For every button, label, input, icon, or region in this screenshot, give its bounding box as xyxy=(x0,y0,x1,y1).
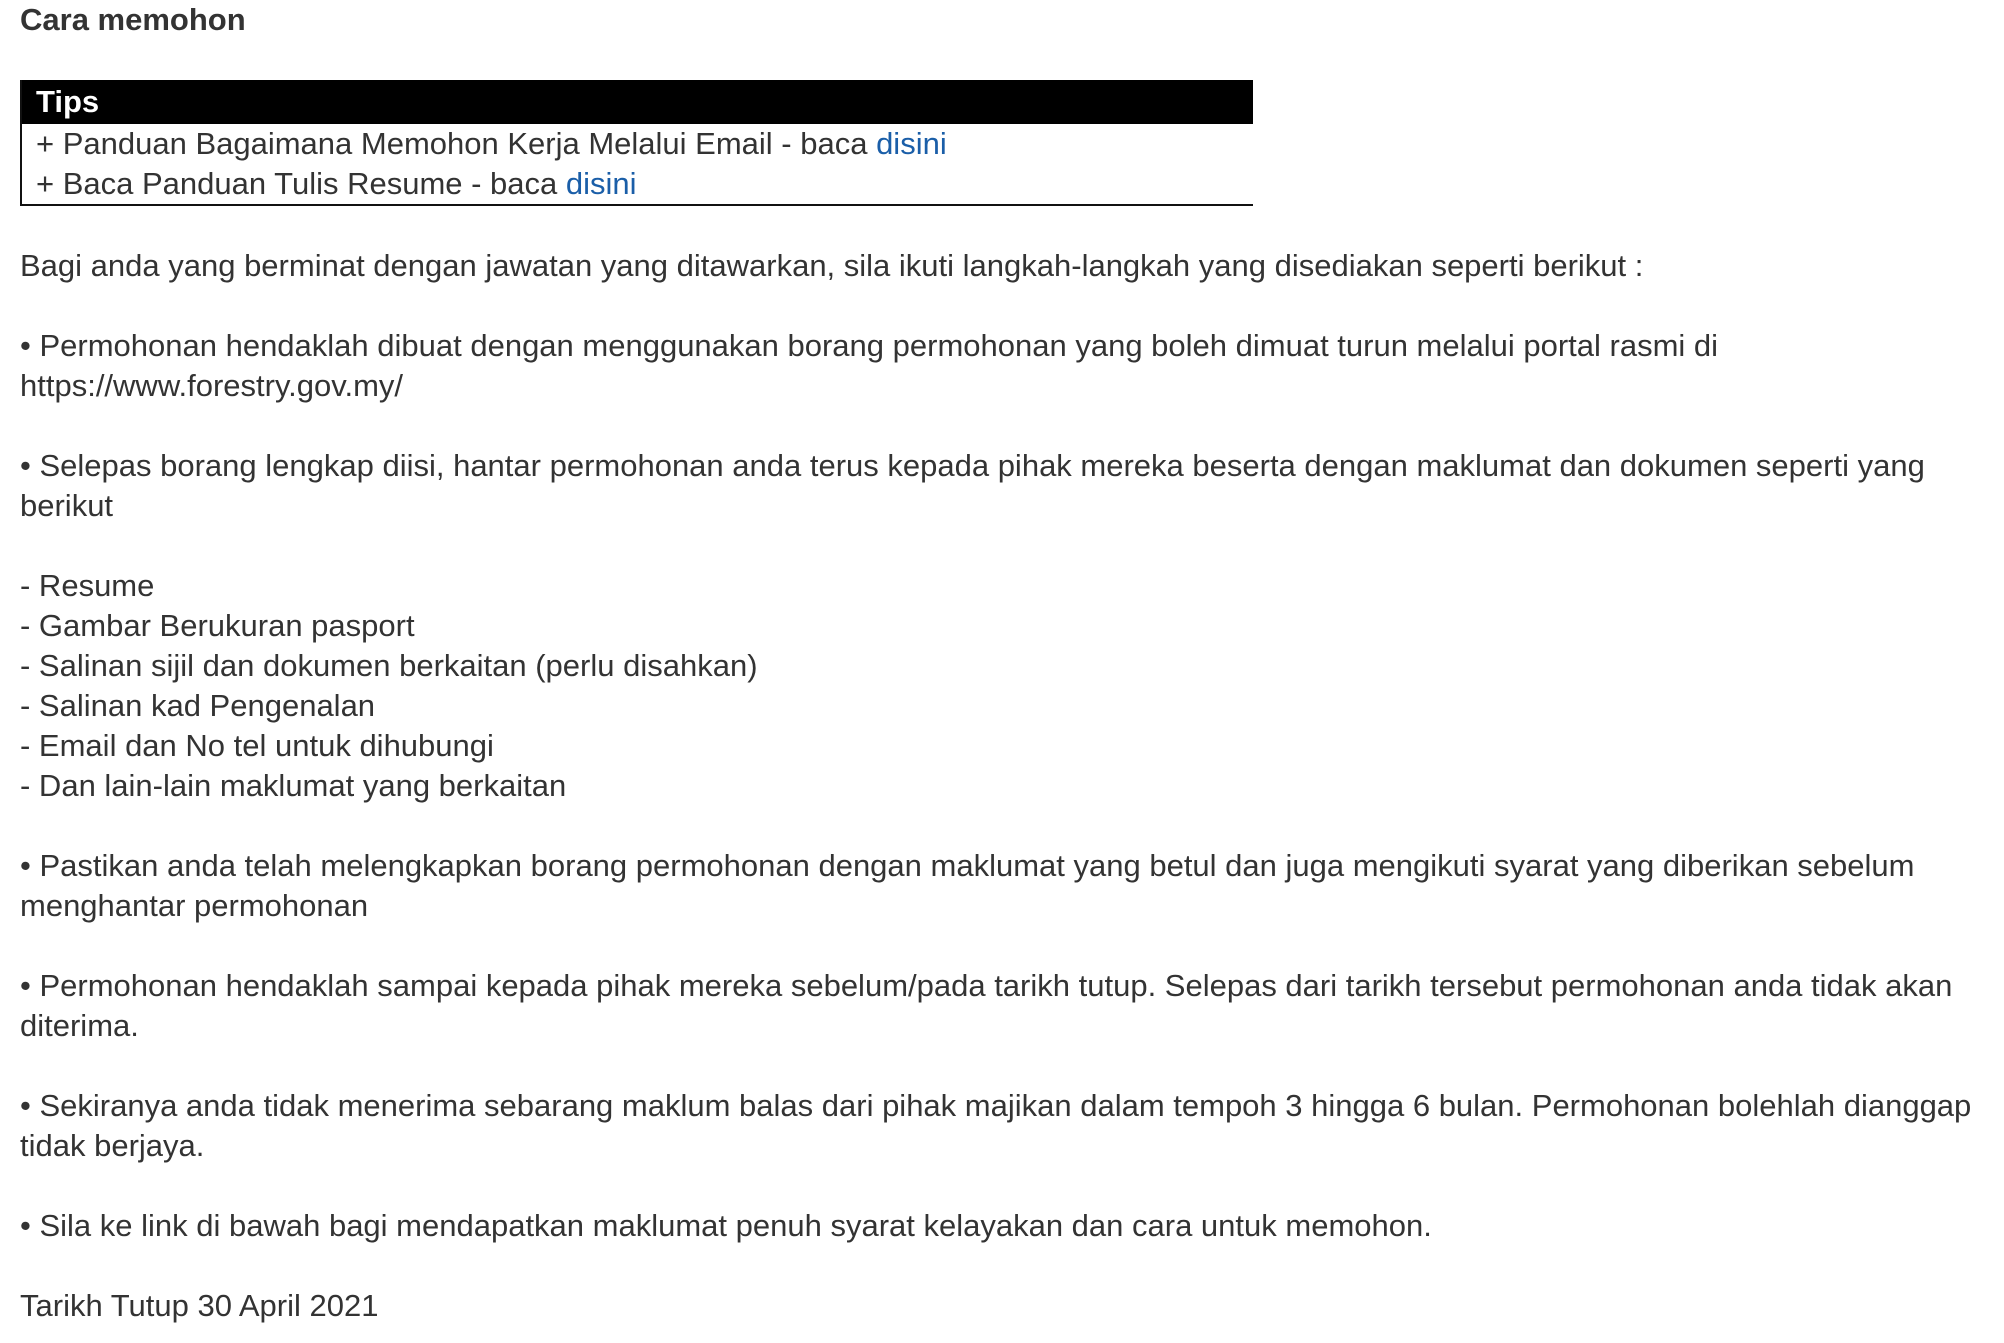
bullet-submit-documents: • Selepas borang lengkap diisi, hantar permohonan anda terus kepada pihak mereka beserta dengan maklumat dan dokumen seperti yang berikut xyxy=(20,448,1925,523)
list-item: - Gambar Berukuran pasport xyxy=(20,608,415,643)
page-title: Cara memohon xyxy=(20,2,246,37)
list-item: - Email dan No tel untuk dihubungi xyxy=(20,728,494,763)
document-list xyxy=(20,566,1985,806)
tips-line-text: + Baca Panduan Tulis Resume - baca xyxy=(36,166,566,201)
tips-line-text: + Panduan Bagaimana Memohon Kerja Melalui Email - baca xyxy=(36,126,877,161)
bullet-see-link: • Sila ke link di bawah bagi mendapatkan maklumat penuh syarat kelayakan dan cara untuk memohon. xyxy=(20,1208,1432,1243)
bullet-download-form: • Permohonan hendaklah dibuat dengan menggunakan borang permohonan yang boleh dimuat turun melalui portal rasmi di https://www.forestry.gov.my/ xyxy=(20,328,1719,403)
closing-date: Tarikh Tutup 30 April 2021 xyxy=(20,1288,379,1323)
bullet-complete-form: • Pastikan anda telah melengkapkan borang permohonan dengan maklumat yang betul dan juga mengikuti syarat yang diberikan sebelum menghantar permohonan xyxy=(20,848,1915,923)
list-item: - Salinan sijil dan dokumen berkaitan (perlu disahkan) xyxy=(20,648,758,683)
resume-guide-link[interactable]: disini xyxy=(565,166,637,201)
application-instructions xyxy=(20,246,1985,1343)
bullet-closing-date: • Permohonan hendaklah sampai kepada pihak mereka sebelum/pada tarikh tutup. Selepas dari tarikh tersebut permohonan anda tidak akan diterima. xyxy=(20,968,1953,1043)
tips-header: Tips xyxy=(22,80,1253,124)
intro-paragraph: Bagi anda yang berminat dengan jawatan yang ditawarkan, sila ikuti langkah-langkah yang disediakan seperti berikut : xyxy=(20,248,1644,283)
email-guide-link[interactable]: disini xyxy=(876,126,947,161)
bullet-no-response: • Sekiranya anda tidak menerima sebarang maklum balas dari pihak majikan dalam tempoh 3 hingga 6 bulan. Permohonan bolehlah dianggap tidak berjaya. xyxy=(20,1088,1972,1163)
tips-line-email-guide xyxy=(22,124,1253,164)
list-item: - Resume xyxy=(20,568,155,603)
list-item: - Salinan kad Pengenalan xyxy=(20,688,376,723)
tips-box xyxy=(20,80,1253,206)
list-item: - Dan lain-lain maklumat yang berkaitan xyxy=(20,768,567,803)
tips-line-resume-guide xyxy=(22,164,1253,204)
